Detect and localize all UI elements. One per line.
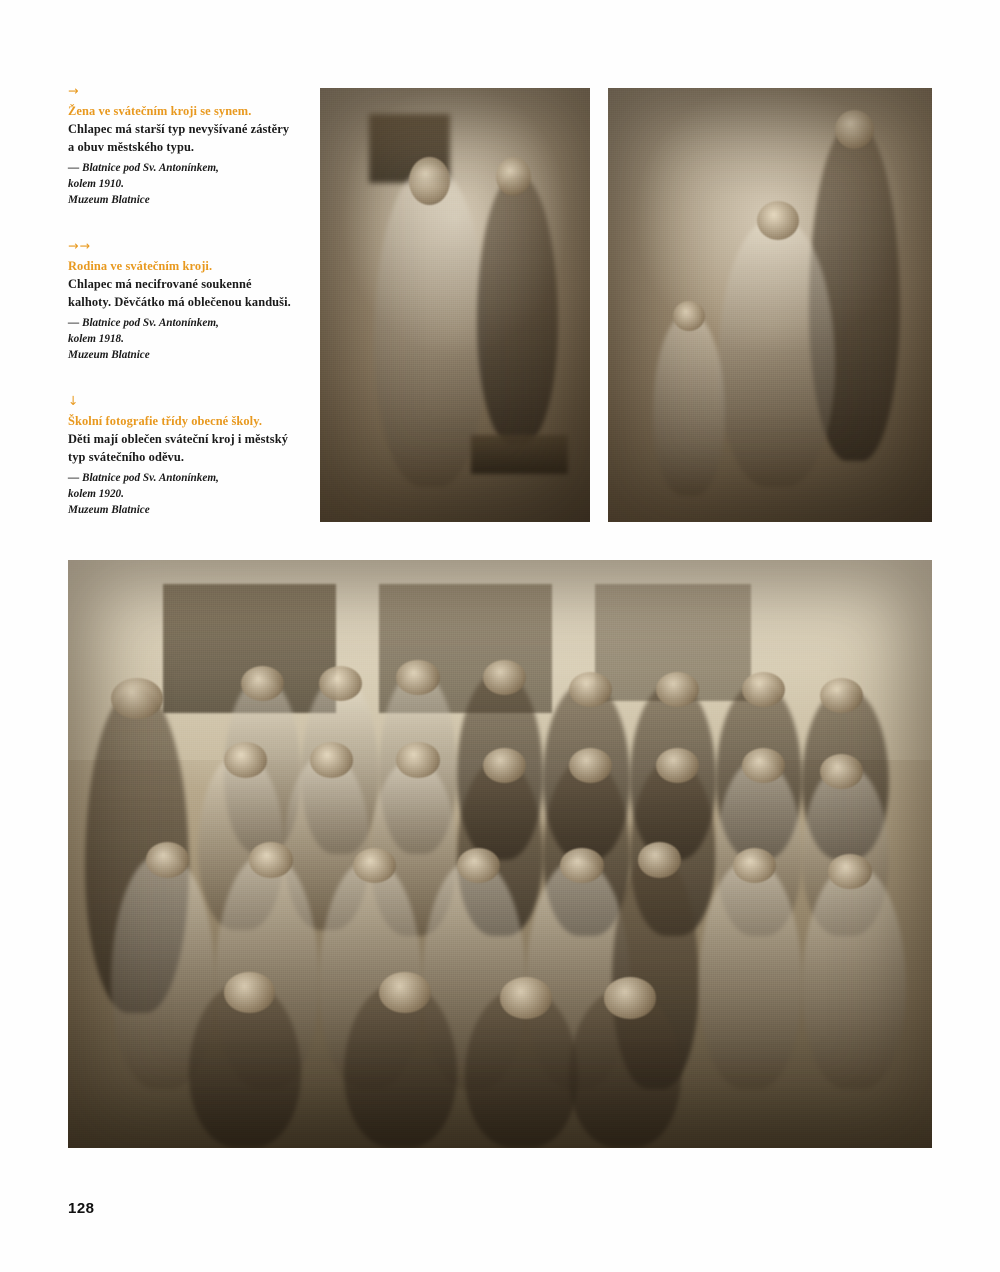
photo-family: [608, 88, 932, 522]
caption-body: Děti mají oblečen sváteční kroj i městský typ svátečního oděvu.: [68, 432, 288, 465]
caption-body: Chlapec má necifrované soukenné kalhoty. Děvčátko má oblečenou kanduši.: [68, 277, 291, 310]
photo-school-class: [68, 560, 932, 1148]
photo-vignette-layer: [608, 88, 932, 522]
caption-block-woman-and-son: [68, 84, 296, 209]
arrow-icon: →→: [68, 238, 91, 254]
caption-source-line-2: kolem 1918.: [68, 333, 124, 346]
caption-source-line-2: kolem 1920.: [68, 488, 124, 501]
caption-source-line-3: Muzeum Blatnice: [68, 504, 150, 517]
caption-column: [68, 84, 296, 549]
caption-block-family: [68, 239, 296, 364]
caption-source-line-2: kolem 1910.: [68, 178, 124, 191]
caption-source-line-1: — Blatnice pod Sv. Antonínkem,: [68, 472, 219, 485]
caption-source-line-3: Muzeum Blatnice: [68, 194, 150, 207]
arrow-icon: ↓: [68, 393, 80, 409]
photo-vignette-layer: [68, 560, 932, 1148]
caption-source-line-1: — Blatnice pod Sv. Antonínkem,: [68, 317, 219, 330]
caption-title: Rodina ve svátečním kroji.: [68, 258, 213, 273]
photo-vignette-layer: [320, 88, 590, 522]
photo-woman-and-son: [320, 88, 590, 522]
caption-title: Žena ve svátečním kroji se synem.: [68, 103, 252, 118]
caption-source-line-1: — Blatnice pod Sv. Antonínkem,: [68, 162, 219, 175]
page-number: 128: [68, 1200, 95, 1217]
caption-source-line-3: Muzeum Blatnice: [68, 349, 150, 362]
caption-body: Chlapec má starší typ nevyšívané zástěry a obuv městského typu.: [68, 122, 290, 155]
caption-block-school-class: [68, 394, 296, 519]
arrow-icon: →: [68, 83, 80, 98]
caption-title: Školní fotografie třídy obecné školy.: [68, 413, 263, 428]
